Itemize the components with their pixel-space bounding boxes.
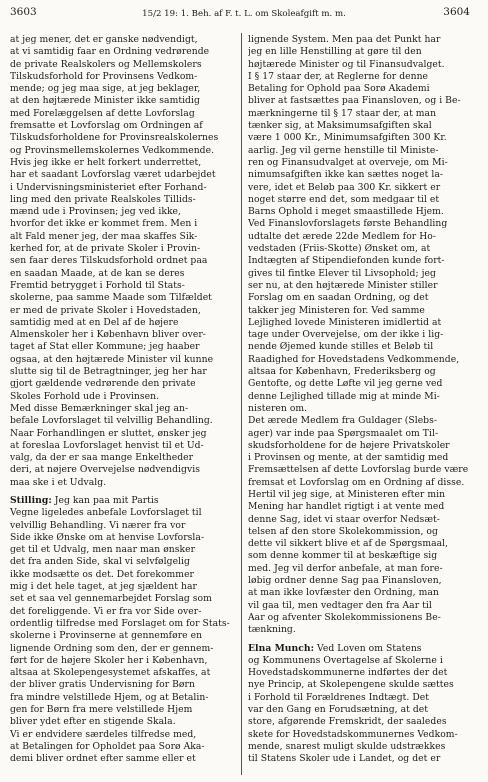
text-line [10,243,234,255]
text-line [248,132,474,144]
text-line [248,378,474,390]
text-line [10,218,234,230]
line-text: vedstaden (Friis-Skotte) Ønsket om, at [248,243,431,255]
page-number-left: 3603 [10,6,37,18]
text-line [10,667,234,679]
text-line [248,268,474,280]
line-text: Hertil vil jeg sige, at Ministeren efter min [248,488,446,500]
line-text: tænkning. [248,624,296,636]
text-line [10,317,234,329]
text-line [248,292,474,304]
text-line [10,46,234,58]
line-text: udtalte det ærede 22de Medlem for Ho- [248,230,436,242]
text-line [10,341,234,353]
text-line [248,83,474,95]
text-line [10,507,234,519]
line-text: valg, da der er saa mange Enkeltheder [10,452,194,464]
line-text: nimumsafgiften ikke kan sættes noget la- [248,169,443,181]
line-text: at man ikke lovfæster den Ordning, man [248,587,439,599]
line-text: og Kommunens Overtagelse af Skolerne i [248,654,443,666]
text-line [10,464,234,476]
text-line [248,600,474,612]
text-line [10,169,234,181]
text-line [248,514,474,526]
line-text: hvorfor det ikke er kommet frem. Men i [10,218,198,230]
line-text: vere, idet et Beløb paa 300 Kr. sikkert er [248,181,441,193]
text-line [248,108,474,120]
line-text: Jeg kan paa mit Partis [51,494,159,506]
text-line [10,108,234,120]
line-text: aarlig. Jeg vil gerne henstille til Ministe- [248,144,439,156]
text-line [10,95,234,107]
line-text: befale Lovforslaget til velvillig Behandling. [10,415,213,427]
text-line [248,612,474,624]
text-line [248,729,474,741]
line-text: Tilskudsforhold for Provinsens Vedkom- [10,70,198,82]
text-line [248,169,474,181]
line-text: fra mindre velstillede Hjem, og at Betalin- [10,691,209,703]
line-text: I § 17 staar der, at Reglerne for denne [248,70,429,82]
line-text: ling med den private Realskoles Tillids- [10,193,196,205]
line-text: samtidig med at en Del af de højere [10,316,179,328]
text-line [10,556,234,568]
line-text: være 1 000 Kr., Minimumsafgiften 300 Kr. [248,132,447,144]
text-line [248,145,474,157]
text-line [248,157,474,169]
text-line [248,218,474,230]
text-line [10,59,234,71]
line-text: Lejlighed lovede Ministeren imidlertid at [248,316,442,328]
line-text: det foreliggende. Vi er fra vor Side over- [10,605,202,617]
line-text: jeg en lille Henstilling at gøre til den [248,46,422,58]
text-line [10,132,234,144]
line-text: velvillig Behandling. Vi nærer fra vor [10,519,186,531]
line-text: deri, at nøjere Overvejelse nødvendigvis [10,464,200,476]
line-text: Ved Finanslovforslagets første Behandling [248,218,448,230]
line-text: alt Fald mener jeg, der maa skaffes Sik- [10,230,198,242]
text-line [248,428,474,440]
line-text: det fra anden Side, skal vi selvfølgelig [10,556,190,568]
text-line [248,366,474,378]
line-text: til Statens Skoler ude i Landet, og det er [248,753,441,765]
line-text: bliver at fastsættes paa Finansloven, og i Be- [248,95,461,107]
text-line [248,415,474,427]
line-text: lignende Ordning som den, der er gennem- [10,642,214,654]
text-line [248,34,474,46]
line-text: sen faar deres Tilskudsforhold ordnet paa [10,255,208,267]
line-text: nende Øjemed kunde stilles et Beløb til [248,341,434,353]
line-text: demi bliver ordnet efter samme eller et [10,753,196,765]
text-line [248,95,474,107]
text-line [248,231,474,243]
text-line [248,71,474,83]
text-line [10,692,234,704]
line-text: Barns Ophold i meget smaastillede Hjem. [248,206,444,218]
line-text: Skoles Forhold ude i Provinsen. [10,390,160,402]
text-line [248,489,474,501]
line-text: fremsatte et Lovforslag om Ordningen af [10,120,203,132]
speaker-name: Elna Munch: [248,642,315,654]
text-line [10,729,234,741]
text-line [10,145,234,157]
line-text: Gentofte, og dette Løfte vil jeg gerne ved [248,378,443,390]
text-line [10,280,234,292]
text-line [10,354,234,366]
line-text: telsen af den store Skolekommission, og [248,525,438,537]
line-text: ogsaa, at den højtærede Minister vil kunne [10,353,214,365]
line-text: Fremtid betrygget i Forhold til Stats- [10,279,185,291]
line-text: at jeg mener, det er ganske nødvendigt, [10,34,198,45]
line-text: Almenskoler her i København bliver over- [10,329,206,341]
text-line [248,753,474,765]
line-text: denne Sag, idet vi staar overfor Nedsæt- [248,513,440,525]
line-text: Betaling for Ophold paa Sorø Akademi [248,83,430,95]
line-text: at vi samtidig faar en Ordning vedrørende [10,46,210,58]
text-line [10,329,234,341]
line-text: de private Realskolers og Mellemskolers [10,58,202,70]
right-text-column [248,34,474,766]
text-line [10,606,234,618]
line-text: mig i det hele taget, at jeg sjældent har [10,581,197,593]
text-line [248,206,474,218]
line-text: i Forhold til Forældrenes Indtægt. Det [248,691,429,703]
page-number-right: 3604 [443,6,470,18]
line-text: skolerne i Provinserne at gennemføre en [10,630,203,642]
line-text: gen for Børn fra mere velstillede Hjem [10,704,193,716]
line-text: denne Lejlighed tillade mig at minde Mi- [248,390,440,402]
line-text: er med de private Skoler i Hovedstaden, [10,304,201,316]
line-text: løbig ordner denne Sag paa Finansloven, [248,575,442,587]
line-text: højtærede Minister og til Finansudvalget. [248,58,445,70]
text-line [10,618,234,630]
text-line [248,329,474,341]
text-line [248,692,474,704]
text-line [10,741,234,753]
text-line [248,563,474,575]
line-text: dette vil sikkert blive et af de Spørgsmaal, [248,538,449,550]
left-text-column [10,34,234,766]
text-line [248,305,474,317]
line-text: nye Princip, at Skolepengene skulde sættes [248,679,454,691]
text-line [10,206,234,218]
line-text: mærkningerne til § 17 staar der, at man [248,107,437,119]
line-text: taget af Stat eller Kommune; jeg haaber [10,341,200,353]
line-text: nisteren om. [248,402,308,414]
text-line [10,403,234,415]
line-text: set et saa vel gennemarbejdet Forslag som [10,593,212,605]
text-line [248,716,474,728]
text-line [248,194,474,206]
line-text: skudsforholdene for de højere Privatskoler [248,439,450,451]
line-text: slutte sig til de Betragtninger, jeg her har [10,366,207,378]
line-text: mænd ude i Provinsen; jeg ved ikke, [10,206,182,218]
text-line [248,317,474,329]
text-line [10,704,234,716]
text-line [10,440,234,452]
line-text: maa ske i et Udvalg. [10,476,107,488]
line-text: Tilskudsforholdene for Provinsrealskolernes [10,132,219,144]
line-text: skete for Hovedstadskommunernes Vedkom- [248,728,458,740]
line-text: Mening har handlet rigtigt i at vente med [248,501,445,513]
text-line [248,120,474,132]
line-text: en saadan Maade, at de kan se deres [10,267,185,279]
line-text: ager) var inde paa Spørgsmaalet om Til- [248,427,439,439]
text-line [10,544,234,556]
line-text: at den højtærede Minister ikke samtidig [10,95,200,107]
line-text: og Provinsmellemskolernes Vedkommende. [10,144,215,156]
text-line [10,268,234,280]
speaker-name: Stilling: [10,494,52,506]
line-text: tage under Overvejelse, om der ikke i lig- [248,329,444,341]
line-text: med. Jeg vil derfor anbefale, at man fore- [248,562,443,574]
text-line [248,643,474,655]
line-text: Side ikke Ønske om at henvise Lovforsla- [10,531,205,543]
line-text: med Forelæggelsen af dette Lovforslag [10,107,195,119]
line-text: Raadighed for Hovedstadens Vedkommende, [248,353,460,365]
text-line [10,477,234,489]
text-line [10,366,234,378]
line-text: takker jeg Ministeren for. Ved samme [248,304,425,316]
line-text: Med disse Bemærkninger skal jeg an- [10,402,189,414]
text-line [10,643,234,655]
line-text: at Betalingen for Opholdet paa Sorø Aka- [10,740,205,752]
line-text: som denne kommer til at beskæftige sig [248,550,438,562]
text-line [248,46,474,58]
text-line [10,305,234,317]
text-line [10,520,234,532]
line-text: vil gaa til, men vedtager den fra Aar til [248,599,432,611]
text-line [10,157,234,169]
text-line [10,532,234,544]
text-line [248,538,474,550]
text-line [248,243,474,255]
line-text: altsaa at Skolepengesystemet afskaffes, at [10,667,211,679]
text-line [10,71,234,83]
line-text: at foreslaa Lovforslaget henvist til et Ud- [10,439,204,451]
text-line [248,679,474,691]
text-line [248,501,474,513]
line-text: ført for de højere Skoler her i København, [10,654,208,666]
text-line [10,231,234,243]
line-text: Det ærede Medlem fra Guldager (Slebs- [248,415,438,427]
text-line [10,378,234,390]
text-line [248,655,474,667]
line-text: mende, snarest muligt skulde udstrækkes [248,740,446,752]
text-line [10,655,234,667]
line-text: Forslag om en saadan Ordning, og det [248,292,429,304]
text-line [10,292,234,304]
line-text: Naar Forhandlingen er sluttet, ønsker jeg [10,427,207,439]
line-text: ordentlig tilfredse med Forslaget om for Stats- [10,617,230,629]
text-line [248,550,474,562]
line-text: altsaa for København, Frederiksberg og [248,366,436,378]
line-text: lignende System. Men paa det Punkt har [248,34,441,45]
line-text: Aar og afventer Skolekommissionens Be- [248,611,441,623]
text-line [248,704,474,716]
text-line [10,581,234,593]
line-text: mende; og jeg maa sige, at jeg beklager, [10,83,201,95]
text-line [248,59,474,71]
text-line [248,255,474,267]
text-line [10,495,234,507]
text-line [10,182,234,194]
text-line [10,428,234,440]
line-text: Indtægten af Stipendiefonden kunde fort- [248,255,445,267]
line-text: der bliver gratis Undervisning for Børn [10,679,195,691]
line-text: har et saadant Lovforslag været udarbejdet [10,169,216,181]
text-line [248,452,474,464]
text-line [248,341,474,353]
line-text: Ved Loven om Statens [314,642,422,654]
text-line [10,679,234,691]
text-line [248,391,474,403]
text-line [10,120,234,132]
text-line [248,354,474,366]
line-text: kerhed for, at de private Skoler i Provin- [10,243,201,255]
text-line [248,440,474,452]
text-line [10,194,234,206]
text-line [10,569,234,581]
line-text: i Provinsen og mente, at der samtidig med [248,452,449,464]
line-text: bliver ydet efter en stigende Skala. [10,716,176,728]
text-line [248,624,474,636]
line-text: Vi er endvidere særdeles tilfredse med, [10,728,197,740]
line-text: gives til fintke Elever til Livsophold; jeg [248,267,436,279]
line-text: var den Gang en Forudsætning, at det [248,704,428,716]
line-text: Vegne ligeledes anbefale Lovforslaget til [10,507,202,519]
text-line [10,255,234,267]
text-line [10,593,234,605]
text-line [248,403,474,415]
text-line [248,587,474,599]
line-text: Hovedstadskommunerne indførtes der det [248,667,448,679]
line-text: ren og Finansudvalget at overveje, om Mi- [248,156,448,168]
text-line [248,280,474,292]
text-line [10,34,234,46]
text-line [10,83,234,95]
line-text: get til et Udvalg, men naar man ønsker [10,544,196,556]
line-text: tænker sig, at Maksimumsafgiften skal [248,120,432,132]
running-header: 15/2 19: 1. Beh. af F. t. L. om Skoleafgift m. m. [142,9,346,19]
line-text: gjort gældende vedrørende den private [10,378,196,390]
column-divider [241,33,242,775]
text-line [10,753,234,765]
text-line [248,526,474,538]
text-line [10,716,234,728]
text-line [10,415,234,427]
line-text: Hvis jeg ikke er helt forkert underrettet, [10,156,202,168]
line-text: noget større end det, som medgaar til et [248,193,440,205]
text-line [248,741,474,753]
line-text: i Undervisningsministeriet efter Forhand- [10,181,207,193]
line-text: Fremsættelsen af dette Lovforslag burde være [248,464,469,476]
text-line [10,391,234,403]
text-line [248,575,474,587]
line-text: store, afgørende Fremskridt, der saaledes [248,716,447,728]
line-text: ser nu, at den højtærede Minister stiller [248,279,438,291]
text-line [10,452,234,464]
text-line [248,182,474,194]
text-line [248,477,474,489]
text-line [248,667,474,679]
line-text: skolerne, paa samme Maade som Tilfældet [10,292,212,304]
text-line [248,464,474,476]
line-text: ikke modsætte os det. Det forekommer [10,568,194,580]
text-line [10,630,234,642]
line-text: fremsat et Lovforslag om en Ordning af disse. [248,476,465,488]
